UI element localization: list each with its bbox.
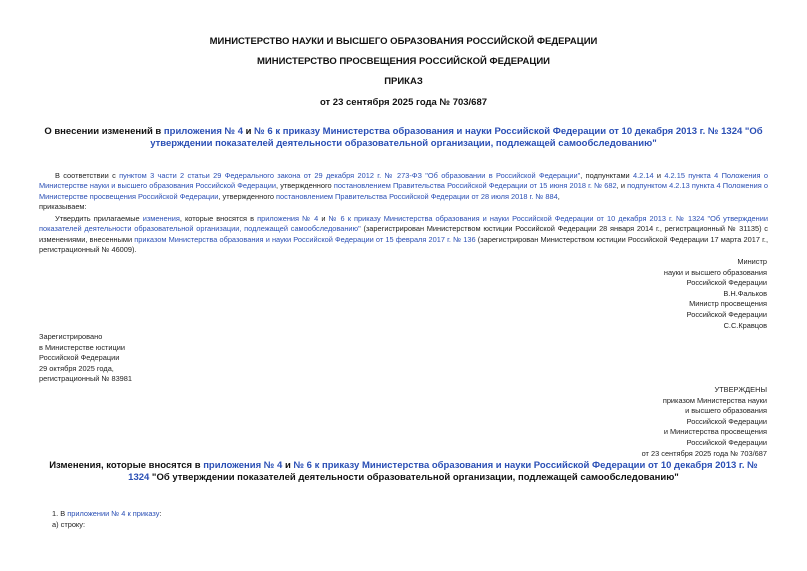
title-link-appendix-6[interactable]: № 6 к приказу Министерства образования и науки Российской Федерации от 10 декабря 2013 г. № 1324 "Об утверждении показателей деятельности образовательной организации, подлежащей самообследованию" [150, 126, 763, 149]
registration-line: в Министерстве юстиции [39, 342, 126, 352]
link-federal-law[interactable]: пунктом 3 части 2 статьи 29 Федерального закона от 29 декабря 2012 г. № 273-ФЗ "Об образовании в Российской Федерации" [119, 171, 581, 180]
signature-line: В.Н.Фальков [723, 288, 767, 298]
registration-line: Зарегистрировано [39, 332, 103, 341]
link-changes[interactable]: изменения [142, 214, 180, 223]
approved-line: Российской Федерации [686, 437, 767, 447]
link-resolution-884[interactable]: постановлением Правительства Российской Федерации от 28 июля 2018 г. № 884 [276, 191, 558, 201]
approved-line: УТВЕРЖДЕНЫ [714, 385, 767, 394]
link-regulation-science-ministry[interactable]: 4.2.15 пункта 4 Положения о Министерстве науки и высшего образования Российской Федерации [39, 171, 768, 191]
link-appendix-4-order[interactable]: приложении № 4 к приказу [67, 509, 160, 518]
changes-link-appendix-4[interactable]: приложения № 4 [203, 460, 283, 471]
order-word: приказываем: [39, 202, 87, 212]
signature-line: Министр [737, 257, 767, 266]
signature-line: Министр просвещения [689, 299, 767, 309]
registration-block [39, 332, 239, 385]
link-order-136[interactable]: приказом Министерства образования и науки Российской Федерации от 15 февраля 2017 г. № 136 [134, 234, 476, 244]
intro-paragraph: В соответствии с пунктом 3 части 2 статьи 29 Федерального закона от 29 декабря 2012 г. № 273-ФЗ "Об образовании в Российской Федерации", подпунктами 4.2.14 и 4.2.15 пункта 4 Положения о Министерстве науки и высшего образования Российской Федерации, утвержденного постановлением Правительства Российской Федерации от 15 июня 2018 г. № 682, и подпунктом 4.2.13 пункта 4 Положения о Министерстве просвещения Российской Федерации, утвержденного постановлением Правительства Российской Федерации от 28 июля 2018 г. № 884, приказываем: [39, 171, 768, 212]
approved-line: приказом Министерства науки [662, 395, 767, 405]
document-type: ПРИКАЗ [384, 76, 423, 87]
link-appendix-4[interactable]: приложения № 4 [257, 214, 319, 223]
approved-line: и высшего образования [685, 406, 767, 416]
signature-line: науки и высшего образования [663, 267, 767, 277]
document-date-number: от 23 сентября 2025 года № 703/687 [319, 97, 488, 108]
registration-line: Российской Федерации [39, 353, 120, 363]
signature-block [567, 257, 767, 331]
changes-title: Изменения, которые вносятся в приложения № 4 и № 6 к приказу Министерства образования и науки Российской Федерации от 10 декабря 2013 г. № 1324 "Об утверждении показателей деятельности образовательной организации, подлежащей самообследованию" [49, 460, 758, 483]
ministry-education-heading: МИНИСТЕРСТВО ПРОСВЕЩЕНИЯ РОССИЙСКОЙ ФЕДЕРАЦИИ [256, 56, 551, 67]
approved-line: от 23 сентября 2025 года № 703/687 [641, 448, 767, 458]
signature-line: Российской Федерации [686, 309, 767, 319]
link-regulation-education-ministry[interactable]: подпунктом 4.2.13 пункта 4 Положения о Министерстве просвещения Российской Федерации [39, 181, 768, 201]
approved-block [567, 385, 767, 459]
signature-line: С.С.Кравцов [723, 320, 767, 330]
order-title: О внесении изменений в приложения № 4 и № 6 к приказу Министерства образования и науки Российской Федерации от 10 декабря 2013 г. № 1324 "Об утверждении показателей деятельности образовательной организации, подлежащей самообследованию" [44, 126, 763, 149]
registration-line: 29 октября 2025 года, [39, 363, 114, 373]
changes-link-appendix-6[interactable]: № 6 к приказу Министерства образования и науки Российской Федерации от 10 декабря 2013 г. № 1324 [128, 460, 758, 483]
title-link-appendix-4[interactable]: приложения № 4 [163, 126, 244, 137]
signature-line: Российской Федерации [686, 278, 767, 288]
ministry-science-heading: МИНИСТЕРСТВО НАУКИ И ВЫСШЕГО ОБРАЗОВАНИЯ РОССИЙСКОЙ ФЕДЕРАЦИИ [209, 36, 598, 47]
approve-paragraph: Утвердить прилагаемые изменения, которые вносятся в приложения № 4 и № 6 к приказу Министерства образования и науки Российской Федерации от 10 декабря 2013 г. № 1324 "Об утверждении показателей деятельности образовательной организации, подлежащей самообследованию" (зарегистрирован Министерством юстиции Российской Федерации 28 января 2014 г., регистрационный № 31135) с изменениями, внесенными приказом Министерства образования и науки Российской Федерации от 15 февраля 2017 г. № 136 (зарегистрирован Министерством юстиции Российской Федерации 17 марта 2017 г., регистрационный № 46009). [39, 214, 768, 255]
approved-line: Российской Федерации [686, 416, 767, 426]
registration-line: регистрационный № 83981 [39, 374, 133, 384]
link-resolution-682[interactable]: постановлением Правительства Российской Федерации от 15 июня 2018 г. № 682 [333, 181, 617, 191]
item-a: а) строку: [52, 520, 85, 529]
item-1: 1. В приложении № 4 к приказу: [52, 509, 162, 518]
link-subpoint-4-2-14[interactable]: 4.2.14 [633, 171, 654, 180]
approved-line: и Министерства просвещения [663, 427, 767, 437]
link-order-1324[interactable]: № 6 к приказу Министерства образования и науки Российской Федерации от 10 декабря 2013 г. № 1324 "Об утверждении показателей деятельности образовательной организации, подлежащей самообследованию" [39, 214, 768, 234]
